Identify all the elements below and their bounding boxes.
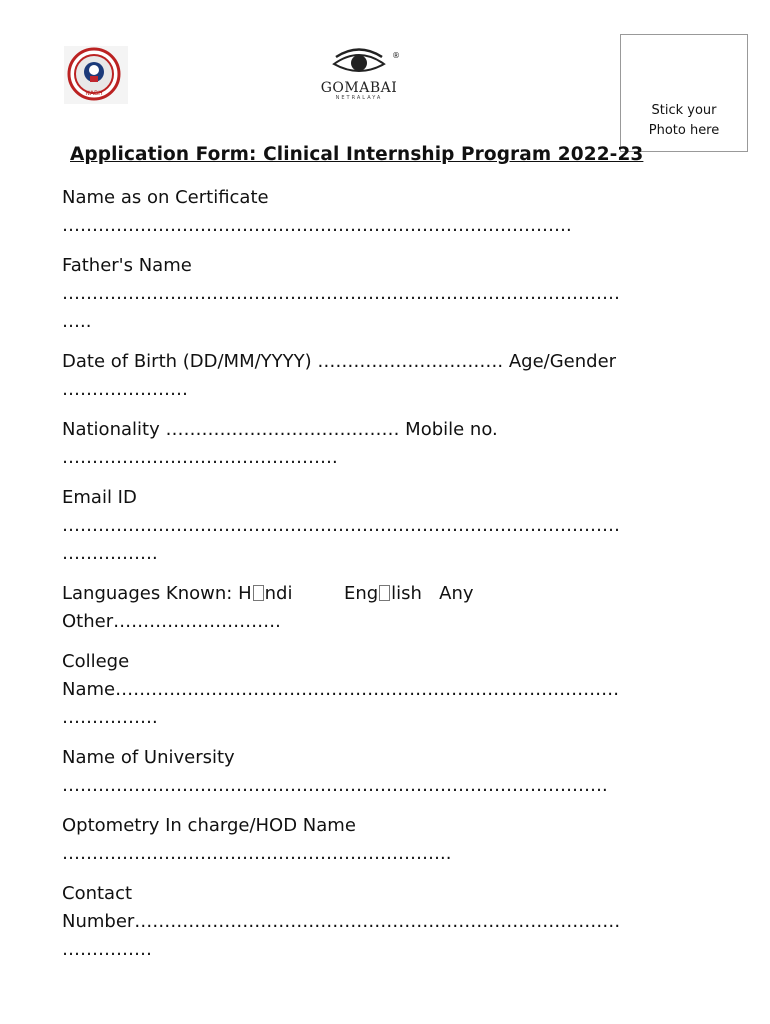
field-label: Contact <box>62 883 133 904</box>
field-date-of-birth <box>62 348 702 404</box>
field-name-certificate <box>62 184 702 240</box>
fill-line[interactable]: ………………………………………………………………………………… <box>62 515 620 536</box>
field-nationality <box>62 416 702 472</box>
hindi-checkbox[interactable] <box>253 585 264 601</box>
field-languages <box>62 580 702 636</box>
field-father-name <box>62 252 702 336</box>
spacer <box>292 583 344 604</box>
fill-line[interactable]: ……………. <box>62 543 158 564</box>
field-label: Father's Name <box>62 255 192 276</box>
fill-line[interactable]: Name………………………………………………………………………… <box>62 679 620 700</box>
field-contact-number <box>62 880 702 964</box>
photo-instruction-line1: Stick your <box>651 103 717 118</box>
svg-text:NABH: NABH <box>85 90 103 97</box>
english-checkbox[interactable] <box>379 585 390 601</box>
fill-line[interactable]: ……………. <box>62 707 158 728</box>
svg-text:®: ® <box>392 51 400 60</box>
field-label: Optometry In charge/HOD Name <box>62 815 356 836</box>
fill-line[interactable]: …………………………………………………………………………. <box>62 215 572 236</box>
brand-subtitle: NETRALAYA <box>335 95 383 101</box>
field-label: Name as on Certificate <box>62 187 269 208</box>
fill-line[interactable]: ……………………………………………………….. <box>62 843 452 864</box>
field-label: Date of Birth (DD/MM/YYYY) …………………………. Age/Gender <box>62 351 617 372</box>
form-title: Application Form: Clinical Internship Program 2022-23 <box>70 144 644 165</box>
field-label: Nationality ………………………………… Mobile no. <box>62 419 498 440</box>
photo-instruction-line2: Photo here <box>648 123 720 138</box>
english-label-rest: lish <box>391 583 422 604</box>
gomabai-logo <box>314 48 404 108</box>
other-language-fill[interactable]: Other………………………. <box>62 611 281 632</box>
fill-line[interactable]: ………………… <box>62 379 188 400</box>
fill-line[interactable]: ….. <box>62 311 92 332</box>
english-label-start: Eng <box>343 583 379 604</box>
languages-label: Languages Known: H <box>62 583 252 604</box>
fill-line[interactable]: Number……………………………………………………………………… <box>62 911 621 932</box>
field-optometry-incharge <box>62 812 702 868</box>
fill-line[interactable]: …………… <box>62 939 152 960</box>
fill-line[interactable]: ………………………………………. <box>62 447 338 468</box>
field-label: College <box>62 651 130 672</box>
languages-line <box>62 580 702 608</box>
fill-line[interactable]: ………………………………………………………………………………. <box>62 775 608 796</box>
field-email <box>62 484 702 568</box>
fill-line[interactable]: ………………………………………………………………………………… <box>62 283 620 304</box>
nabh-logo <box>64 46 128 104</box>
brand-name: GOMABAI <box>320 80 398 96</box>
any-label: Any <box>421 583 474 604</box>
field-label: Name of University <box>62 747 235 768</box>
field-label: Email ID <box>62 487 137 508</box>
photo-placeholder-box <box>620 34 748 152</box>
field-university <box>62 744 702 800</box>
field-college <box>62 648 702 732</box>
eye-icon <box>314 48 404 78</box>
hindi-label-rest: ndi <box>264 583 293 604</box>
